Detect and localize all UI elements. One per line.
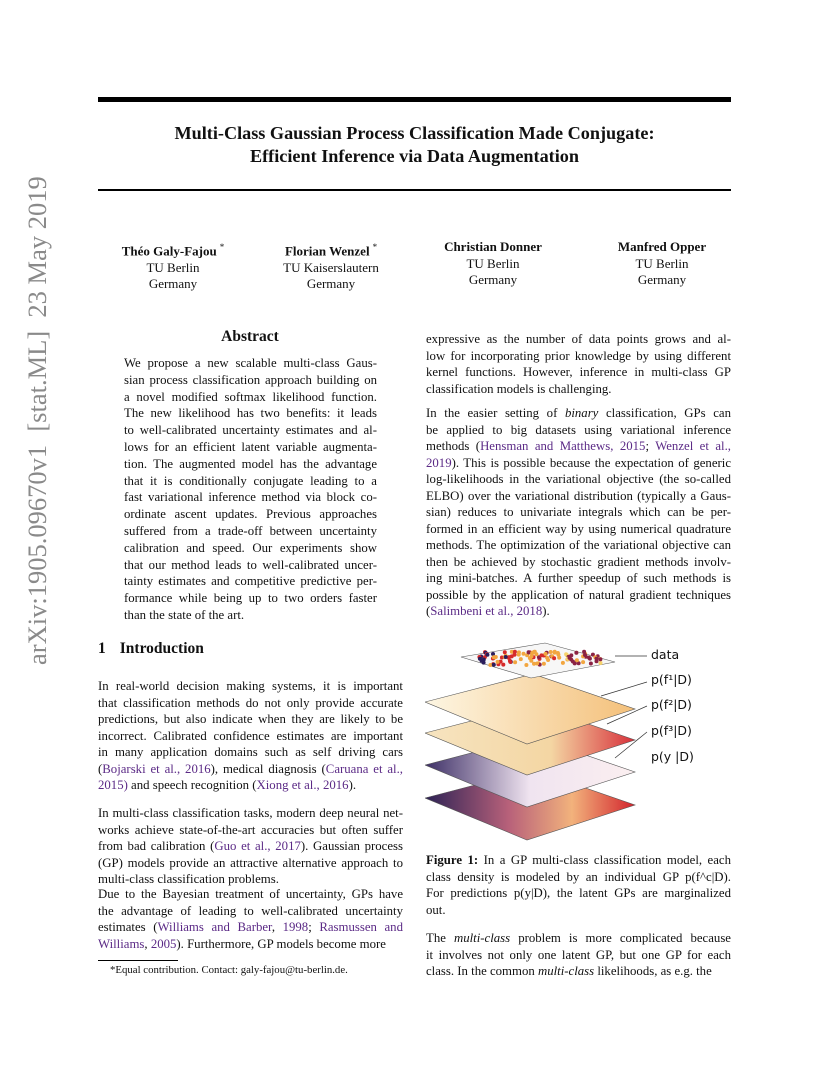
- intro-paragraph-3: [98, 886, 403, 952]
- data-point: [588, 657, 592, 661]
- text-line: sian) reduces to univariate integrals which can be per-: [426, 505, 731, 519]
- data-point: [540, 653, 544, 657]
- data-point: [581, 660, 585, 664]
- right-paragraph-3: [426, 930, 731, 980]
- data-point: [524, 663, 528, 667]
- text-line: that our method leads to well-calibrated uncer-: [124, 557, 377, 572]
- data-point: [549, 650, 553, 654]
- text-line: log-likelihoods in the variational objective (the so-called: [426, 472, 731, 486]
- text-line: works achieve state-of-the-art accuracies but often suffer: [98, 822, 403, 837]
- abstract-heading: Abstract: [221, 328, 279, 345]
- data-point: [492, 663, 496, 667]
- data-point: [552, 656, 556, 660]
- figure-label-f1: p(f¹|D): [651, 672, 692, 687]
- data-point: [598, 657, 602, 661]
- figure-label-y: p(y |D): [651, 749, 694, 764]
- text-line: that classification methods do not only provide accurate: [98, 695, 403, 710]
- text-line: We propose a new scalable multi-class Gaus-: [124, 356, 377, 370]
- text-line: The multi-class problem is more complicated because: [426, 931, 731, 945]
- text-line: methods. The optimization of the variational objective can: [426, 538, 731, 552]
- data-point: [522, 652, 526, 656]
- data-point: [595, 657, 599, 661]
- text-line: than the state of the art.: [124, 607, 245, 622]
- text-line: tion. The augmented model has the advantage: [124, 456, 377, 471]
- text-line: incorrect. Calibrated confidence estimates are important: [98, 728, 403, 743]
- text-line: be applied to big datasets using variational inference: [426, 422, 731, 437]
- text-line: 2019). This is possible because the expectation of generic: [426, 455, 731, 470]
- text-line: (Salimbeni et al., 2018).: [426, 604, 550, 618]
- abstract-body: [124, 355, 377, 624]
- text-line: fast variational inference method via block co-: [124, 490, 377, 505]
- text-line: expressive as the number of data points grows and al-: [426, 332, 731, 346]
- data-point: [589, 662, 593, 666]
- text-line: possible by the application of natural gradient techniques: [426, 587, 731, 602]
- text-line: lows for an efficient latent variable augmenta-: [124, 439, 377, 454]
- data-point: [556, 651, 560, 655]
- data-point: [503, 650, 507, 654]
- text-line: Figure 1: In a GP multi-class classification model, each: [426, 853, 731, 867]
- top-rule: [98, 97, 731, 102]
- text-line: out.: [426, 902, 446, 917]
- section-heading: 1 Introduction: [98, 640, 204, 657]
- data-point: [508, 660, 512, 664]
- paper-title: Multi-Class Gaussian Process Classification Made Conjugate: Efficient Inference via Data Augmentation: [174, 123, 655, 166]
- text-line: predictions, but also indicate when they are likely to be: [98, 712, 403, 726]
- intro-paragraph-1: [98, 678, 403, 794]
- data-point: [496, 660, 500, 664]
- data-point: [504, 655, 508, 659]
- data-point: [542, 662, 546, 666]
- data-point: [568, 656, 572, 660]
- title-rule: [98, 189, 731, 191]
- figure-1: [425, 640, 735, 845]
- author-3: Christian Donner TU Berlin Germany: [444, 239, 542, 287]
- text-line: For predictions p(y|D), the latent GPs are marginalized: [426, 886, 731, 900]
- figure-label-f2: p(f²|D): [651, 697, 692, 712]
- text-line: it involves not only one latent GP, but one GP for each: [426, 947, 731, 962]
- data-point: [513, 660, 517, 664]
- author-1: Théo Galy-Fajou * TU Berlin Germany: [121, 242, 225, 292]
- text-line: to well-calibrated uncertainty estimates and al-: [124, 423, 377, 438]
- text-line: formance while being up to two orders faster: [124, 591, 377, 606]
- data-point: [494, 655, 498, 659]
- data-point: [517, 653, 521, 657]
- figure-label-f3: p(f³|D): [651, 723, 692, 738]
- data-point: [534, 652, 538, 656]
- data-point: [546, 658, 550, 662]
- data-point: [599, 661, 603, 665]
- text-line: then be achieved by stochastic gradient methods involv-: [426, 554, 731, 569]
- footnote: *Equal contribution. Contact: galy-fajou@tu-berlin.de.: [110, 964, 348, 976]
- data-point: [513, 653, 517, 657]
- data-point: [573, 661, 577, 665]
- text-line: estimates (Williams and Barber, 1998; Rasmussen and: [98, 920, 403, 934]
- footnote-rule: [98, 960, 178, 961]
- data-point: [527, 650, 531, 654]
- figure-caption: [426, 852, 731, 918]
- data-point: [501, 663, 505, 667]
- label-leader-f1: [601, 682, 647, 696]
- right-paragraph-1: [426, 331, 731, 397]
- text-line: (Bojarski et al., 2016), medical diagnosis (Caruana et al.,: [98, 761, 403, 776]
- text-line: Due to the Bayesian treatment of uncertainty, GPs have: [98, 887, 403, 901]
- text-line: in many application domains such as self driving cars: [98, 745, 403, 759]
- text-line: ing mini-batches. A further speedup of such methods is: [426, 571, 731, 585]
- right-paragraph-2: [426, 405, 731, 620]
- text-line: ELBO) over the variational distribution (typically a Gaus-: [426, 488, 731, 503]
- text-line: calibration and speed. Our experiments show: [124, 540, 377, 555]
- data-point: [519, 657, 523, 661]
- text-line: classification models is challenging.: [426, 381, 612, 396]
- data-point: [530, 651, 534, 655]
- text-line: sian process classification approach building on: [124, 372, 377, 387]
- author-4: Manfred Opper TU Berlin Germany: [617, 239, 707, 287]
- author-2: Florian Wenzel * TU Kaiserslautern Germany: [283, 242, 379, 292]
- data-point: [488, 663, 492, 667]
- text-line: The new likelihood has two benefits: it leads: [124, 406, 377, 421]
- text-line: methods (Hensman and Matthews, 2015; Wenzel et al.,: [426, 439, 731, 453]
- data-point: [528, 656, 532, 660]
- data-point: [557, 656, 561, 660]
- text-line: 2015) and speech recognition (Xiong et al., 2016).: [98, 778, 357, 792]
- text-line: the advantage of leading to well-calibrated uncertainty: [98, 903, 403, 918]
- text-line: class density is modeled by an individual GP p(f^c|D).: [426, 869, 731, 884]
- data-point: [544, 652, 548, 656]
- text-line: Williams, 2005). Furthermore, GP models become more: [98, 936, 386, 951]
- text-line: from bad calibration (Guo et al., 2017). Gaussian process: [98, 839, 403, 853]
- data-point: [561, 661, 565, 665]
- text-line: In real-world decision making systems, it is important: [98, 679, 403, 693]
- arxiv-sidebar: arXiv:1905.09670v1 [stat.ML] 23 May 2019: [22, 176, 52, 665]
- data-point: [480, 659, 484, 663]
- intro-paragraph-2: [98, 805, 403, 888]
- text-line: (GP) models provide an attractive alternative approach to: [98, 855, 403, 870]
- text-line: low for incorporating prior knowledge by using different: [426, 348, 731, 363]
- text-line: In multi-class classification tasks, modern deep neural net-: [98, 806, 403, 820]
- text-line: multi-class classification problems.: [98, 872, 279, 886]
- text-line: ordinate ascent updates. Previous approaches: [124, 507, 377, 522]
- text-line: that it is conditionally conjugate leading to a: [124, 473, 377, 488]
- data-point: [485, 653, 489, 657]
- text-line: kernel functions. However, inference in multi-class GP: [426, 365, 731, 379]
- figure-label-data: data: [651, 647, 680, 662]
- text-line: a novel modified softmax likelihood function.: [124, 389, 377, 404]
- stacked-density-planes: [425, 640, 735, 845]
- text-line: tainty estimates and competitive predictive per-: [124, 574, 377, 589]
- text-line: class. In the common multi-class likelihoods, as e.g. the: [426, 964, 712, 978]
- data-point: [574, 651, 578, 655]
- text-line: suffered from a trade-off between uncertainty: [124, 523, 377, 538]
- text-line: formed in an efficient way by using numerical quadrature: [426, 521, 731, 536]
- data-point: [532, 662, 536, 666]
- data-point: [583, 653, 587, 657]
- text-line: In the easier setting of binary classification, GPs can: [426, 406, 731, 420]
